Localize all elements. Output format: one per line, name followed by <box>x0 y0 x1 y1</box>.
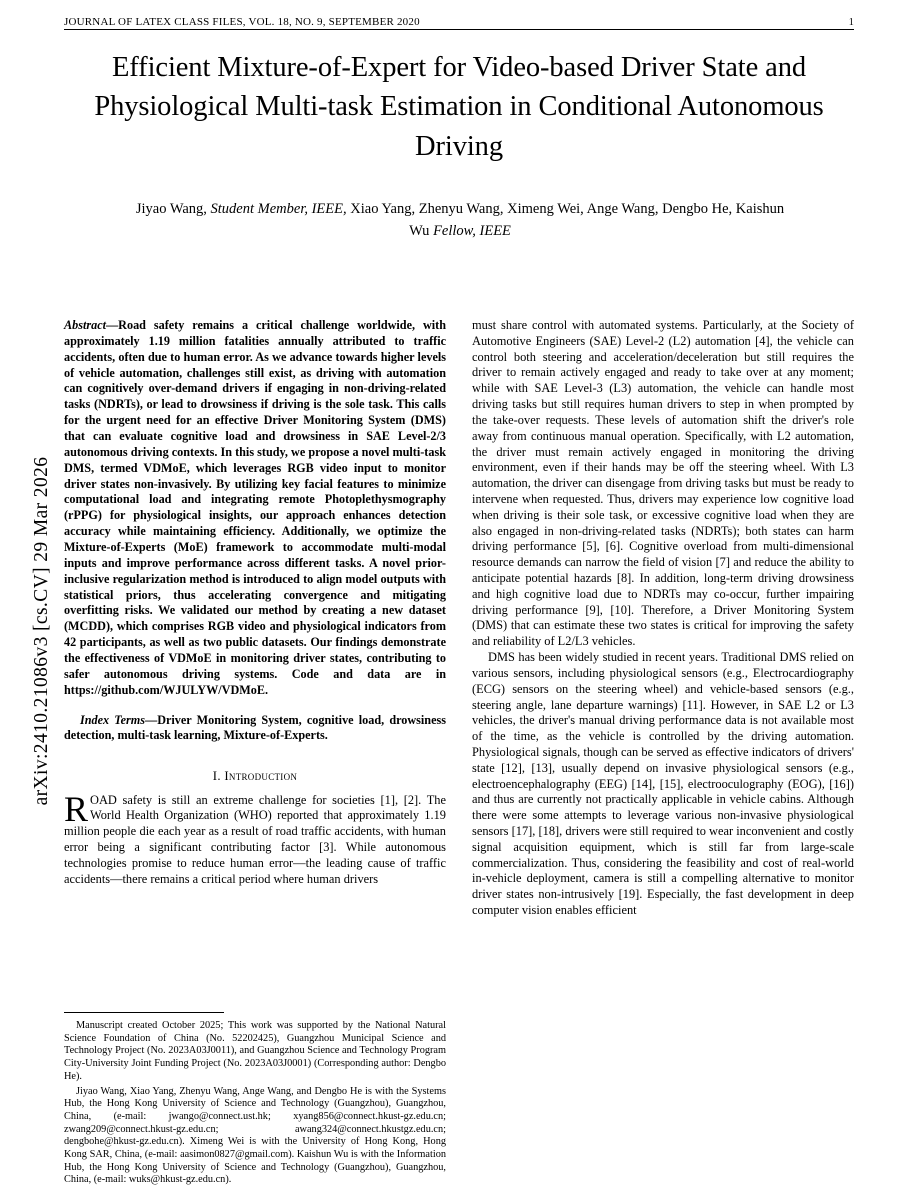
arxiv-stamp: arXiv:2410.21086v3 [cs.CV] 29 Mar 2026 <box>31 456 52 806</box>
section-title: Introduction <box>224 769 298 784</box>
left-column <box>64 318 446 888</box>
running-head <box>64 16 854 28</box>
intro-paragraph-1-text: OAD safety is still an extreme challenge for societies [1], [2]. The World Health Organization (WHO) reported that approximately 1.19 million people die each year as a result of road traffic accidents, with human error being a significant contributing factor [3]. While autonomous technologies promise to reduce human error—the leading cause of traffic accidents—there remains a critical period where human drivers <box>64 792 446 886</box>
drop-cap: R <box>64 788 89 829</box>
abstract-dash: — <box>105 318 119 332</box>
author-list <box>86 198 834 243</box>
index-terms <box>64 713 446 745</box>
section-number: I. <box>212 769 221 784</box>
running-head-right: 1 <box>848 17 854 28</box>
header-rule <box>64 29 854 30</box>
footnotes <box>64 1020 446 1189</box>
footnote-rule <box>64 1012 224 1013</box>
footnote-affiliations: Jiyao Wang, Xiao Yang, Zhenyu Wang, Ange Wang, and Dengbo He is with the Systems Hub, the Hong Kong University of Science and Technology (Guangzhou), Guangzhou, China, (e-mail: jwango@connect.ust.hk; xyang856@connect.hkust-gz.edu.cn; zwang209@connect.hkust-gz.edu.cn; awang324@connect.hkustgz.edu.cn; dengbohe@hkust-gz.edu.cn). Ximeng Wei is with the University of Hong Kong, Hong Kong SAR, China, (e-mail: aasimon0827@gmail.com). Kaishun Wu is with the Information Hub, the Hong Kong University of Science and Technology (Guangzhou), Guangzhou, China, (e-mail: wuks@hkust-gz.edu.cn). <box>64 1085 446 1186</box>
author-line-1-affil: Student Member, IEEE, <box>210 201 347 217</box>
intro-paragraph-1 <box>64 788 446 888</box>
page-title: Efficient Mixture-of-Expert for Video-based Driver State and Physiological Multi-task Estimation in Conditional Autonomous Driving <box>94 52 824 162</box>
footnote-manuscript: Manuscript created October 2025; This work was supported by the National Natural Science Foundation of China (No. 52202425), Guangzhou Municipal Science and Technology Project (No. 2023A03J0011), and Guangzhou Science and Technology Program City-University Joint Funding Project (No. 2023A03J0001) (Corresponding author: Dengbo He). <box>64 1020 446 1082</box>
abstract-text: Road safety remains a critical challenge worldwide, with approximately 1.19 million fatalities annually attributed to traffic accidents, often due to human error. As we advance towards higher levels of vehicle automation, challenges still exist, as driving with automation can cognitively over-demand drivers if engaging in non-driving-related tasks (NDRTs), or lead to drowsiness if driving is the sole task. This calls for the urgent need for an effective Driver Monitoring System (DMS) that can evaluate cognitive load and drowsiness in SAE Level-2/3 autonomous driving contexts. In this study, we propose a novel multi-task DMS, termed VDMoE, which leverages RGB video input to monitor driver states non-invasively. By utilizing key facial features to minimize computational load and integrating remote Photoplethysmography (rPPG) for physiological insights, our approach enhances detection accuracy while maintaining efficiency. Additionally, we optimize the Mixture-of-Experts (MoE) framework to accommodate multi-modal inputs and improve performance across different tasks. A novel prior-inclusive regularization method is introduced to align model outputs with statistical priors, thus accelerating convergence and mitigating overfitting risks. We validated our method by creating a new dataset (MCDD), which comprises RGB video and physiological indicators from 42 participants, as well as two public datasets. Our findings demonstrate the effectiveness of VDMoE in monitoring driver states, contributing to safer autonomous driving systems. Code and data are in https://github.com/WJULYW/VDMoE. <box>64 318 446 697</box>
right-paragraph-2: DMS has been widely studied in recent years. Traditional DMS relied on various sensors, including physiological sensors (e.g., Electrocardiography (ECG) sensors on the steering wheel) and vehicle-based sensors (e.g., steering angle, lane departure warnings) [11]. However, in SAE L2 or L3 vehicles, the driver's manual driving performance data is not available most of the time, as the vehicle is controlled by the driving automation. Physiological signals, though can be served as effective indicators of drivers' state [12], [13], usually depend on invasive physiological sensors (e.g., electroencephalography (EEG) [14], [15], electrooculography (EOG), [16]) and thus are currently not practically applicable in vehicle cabins. Although there were some attempts to leverage various non-invasive physiological sensors [17], [18], drivers were still required to wear inconvenient and costly signal acquisition equipment, which is still far from large-scale commercialization. Thus, considering the feasibility and cost of real-world in-vehicle deployment, camera is still a compelling alternative to monitor driver states non-intrusively [19]. Especially, the fast development in deep computer vision enables efficient <box>472 650 854 918</box>
index-terms-dash: — <box>145 712 158 727</box>
index-terms-label: Index Terms <box>80 712 145 727</box>
abstract-label: Abstract <box>64 318 106 332</box>
abstract <box>64 318 446 699</box>
running-head-left: JOURNAL OF LATEX CLASS FILES, VOL. 18, NO. 9, SEPTEMBER 2020 <box>64 16 420 28</box>
right-paragraph-1: must share control with automated systems. Particularly, at the Society of Automotive Engineers (SAE) Level-2 (L2) automation [4], the vehicle can control both steering and acceleration/deceleration but still requires the driver to remain actively engaged and ready to take over at any moment; while with SAE Level-3 (L3) automation, the vehicle can handle most driving tasks but still requires human drivers to step in when prompted by the take-over requests. These levels of automation shift the driver's role away from continuous manual operation. Specifically, with L2 automation, the driver must remain actively engaged in monitoring the driving environment, even if their hands may be off the steering wheel. With L3 automation, the driver can disengage from driving tasks but must be ready to intervene when requested. Thus, drivers may experience low cognitive load when driving is their sole task, or excessive cognitive load when they are also engaged in non-driving-related tasks (NDRTs); both states can harm driving performance [5], [6]. Cognitive overload from multi-dimensional resource demands can narrow the field of vision [7] and reduce the ability to anticipate potential hazards [8]. In addition, long-term driving drowsiness and high cognitive load due to NDRTs may co-occur, further impairing driving performance [9], [10]. Therefore, a Driver Monitoring System (DMS) that can estimate these two states is critical for improving the safety and reliability of L2/L3 vehicles. <box>472 318 854 649</box>
index-terms-text: Driver Monitoring System, cognitive load, drowsiness detection, multi-task learning, Mixture-of-Experts. <box>64 712 446 743</box>
author-line-1-post: Xiao Yang, Zhenyu Wang, Ximeng Wei, Ange Wang, Dengbo He, Kaishun <box>346 201 785 217</box>
author-line-2-pre: Wu <box>409 223 434 240</box>
author-line-2-affil: Fellow, IEEE <box>433 223 511 240</box>
right-column <box>472 318 854 919</box>
author-line-1-pre: Jiyao Wang, <box>135 201 211 217</box>
section-heading-introduction <box>64 768 446 784</box>
